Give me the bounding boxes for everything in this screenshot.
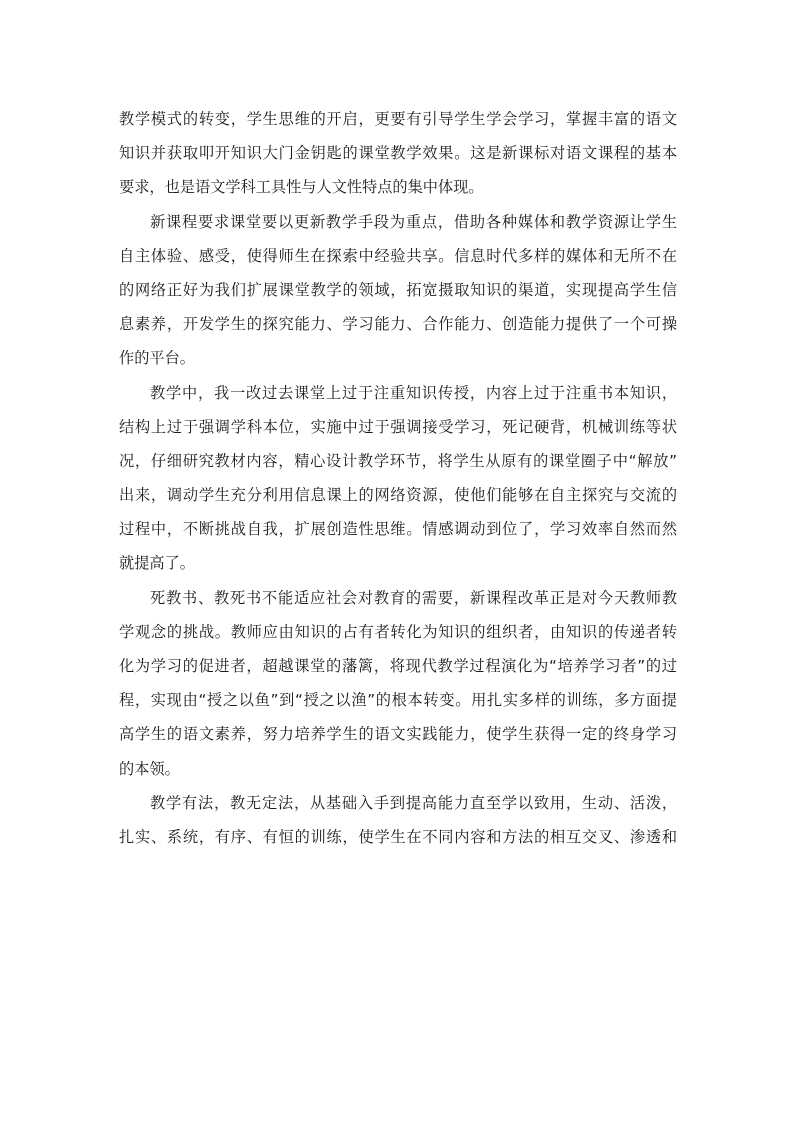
text-line: 知识并获取叩开知识大门金钥匙的课堂教学效果。这是新课标对语文课程的基本 <box>119 144 677 163</box>
text-line: 扎实、系统，有序、有恒的训练，使学生在不同内容和方法的相互交叉、渗透和 <box>119 827 677 846</box>
paragraph <box>119 376 677 581</box>
text-line: 教学有法，教无定法，从基础入手到提高能力直至学以致用，生动、活泼， <box>150 793 677 812</box>
text-line: 学观念的挑战。教师应由知识的占有者转化为知识的组织者，由知识的传递者转 <box>119 622 677 641</box>
paragraph <box>119 205 677 376</box>
text-line: 要求，也是语文学科工具性与人文性特点的集中体现。 <box>119 178 484 197</box>
text-line: 过程中，不断挑战自我，扩展创造性思维。情感调动到位了，学习效率自然而然 <box>119 520 677 539</box>
text-line: 自主体验、感受，使得师生在探索中经验共享。信息时代多样的媒体和无所不在 <box>119 246 677 265</box>
text-line: 高学生的语文素养，努力培养学生的语文实践能力，使学生获得一定的终身学习 <box>119 725 677 744</box>
text-line: 教学模式的转变，学生思维的开启，更要有引导学生学会学习，掌握丰富的语文 <box>119 110 677 128</box>
paragraph <box>119 581 677 786</box>
document-body <box>119 102 677 854</box>
text-line: 程，实现由“授之以鱼”到“授之以渔”的根本转变。用扎实多样的训练，多方面提 <box>119 691 677 710</box>
text-line: 死教书、教死书不能适应社会对教育的需要，新课程改革正是对今天教师教 <box>150 588 677 607</box>
text-line: 结构上过于强调学科本位，实施中过于强调接受学习，死记硬背，机械训练等状 <box>119 417 677 436</box>
text-line: 的本领。 <box>119 759 180 778</box>
text-line: 况，仔细研究教材内容，精心设计教学环节，将学生从原有的课堂圈子中“解放” <box>119 451 677 470</box>
text-line: 教学中，我一改过去课堂上过于注重知识传授，内容上过于注重书本知识， <box>150 383 677 402</box>
text-line: 就提高了。 <box>119 554 195 573</box>
paragraph <box>119 102 677 205</box>
text-line: 作的平台。 <box>119 349 195 368</box>
text-line: 化为学习的促进者，超越课堂的藩篱，将现代教学过程演化为“培养学习者”的过 <box>119 657 677 675</box>
text-line: 出来，调动学生充分利用信息课上的网络资源，使他们能够在自主探究与交流的 <box>119 486 677 505</box>
text-line: 息素养，开发学生的探究能力、学习能力、合作能力、创造能力提供了一个可操 <box>119 315 677 334</box>
text-line: 的网络正好为我们扩展课堂教学的领域，拓宽摄取知识的渠道，实现提高学生信 <box>119 280 677 299</box>
text-line: 新课程要求课堂要以更新教学手段为重点，借助各种媒体和教学资源让学生 <box>150 212 677 231</box>
paragraph <box>119 786 677 854</box>
